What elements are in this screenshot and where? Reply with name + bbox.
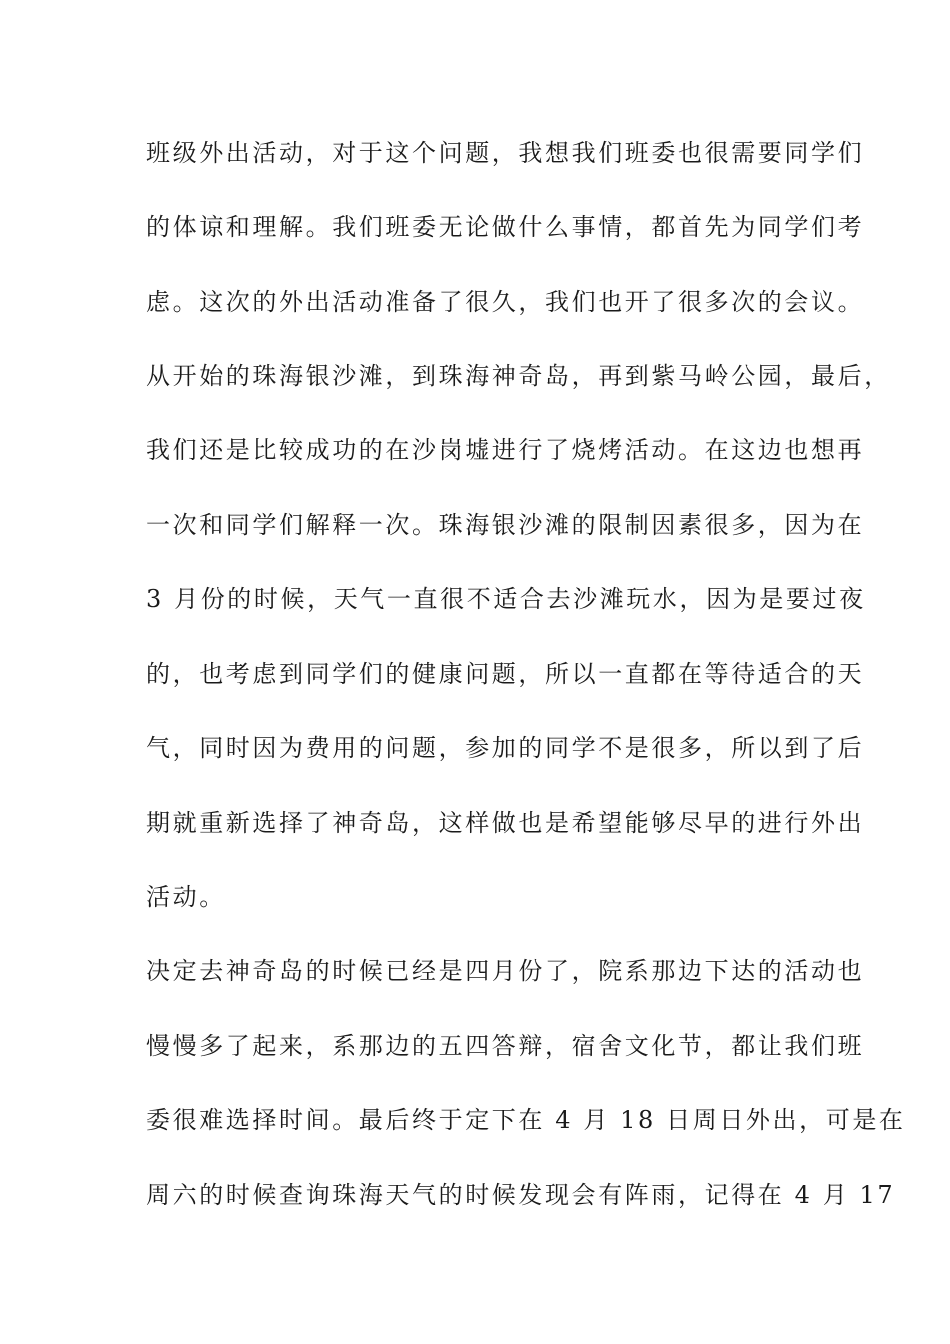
text-line: 期就重新选择了神奇岛，这样做也是希望能够尽早的进行外出 bbox=[146, 809, 865, 837]
text-line: 一次和同学们解释一次。珠海银沙滩的限制因素很多，因为在 bbox=[146, 511, 865, 539]
text-line: 虑。这次的外出活动准备了很久，我们也开了很多次的会议。 bbox=[146, 288, 865, 316]
text-line: 决定去神奇岛的时候已经是四月份了，院系那边下达的活动也 bbox=[146, 957, 865, 985]
text-line: 我们还是比较成功的在沙岗墟进行了烧烤活动。在这边也想再 bbox=[146, 436, 865, 464]
text-line: 慢慢多了起来，系那边的五四答辩，宿舍文化节，都让我们班 bbox=[146, 1032, 865, 1060]
text-line: 委很难选择时间。最后终于定下在 4 月 18 日周日外出，可是在 bbox=[146, 1106, 906, 1134]
text-line: 活动。 bbox=[146, 883, 226, 911]
text-line: 的体谅和理解。我们班委无论做什么事情，都首先为同学们考 bbox=[146, 213, 865, 241]
text-line: 从开始的珠海银沙滩，到珠海神奇岛，再到紫马岭公园，最后， bbox=[146, 362, 891, 390]
text-line: 3 月份的时候，天气一直很不适合去沙滩玩水，因为是要过夜 bbox=[146, 585, 866, 613]
text-line: 班级外出活动，对于这个问题，我想我们班委也很需要同学们 bbox=[146, 139, 865, 167]
text-line: 周六的时候查询珠海天气的时候发现会有阵雨，记得在 4 月 17 bbox=[146, 1181, 896, 1209]
text-line: 的，也考虑到同学们的健康问题，所以一直都在等待适合的天 bbox=[146, 660, 865, 688]
text-line: 气，同时因为费用的问题，参加的同学不是很多，所以到了后 bbox=[146, 734, 865, 762]
